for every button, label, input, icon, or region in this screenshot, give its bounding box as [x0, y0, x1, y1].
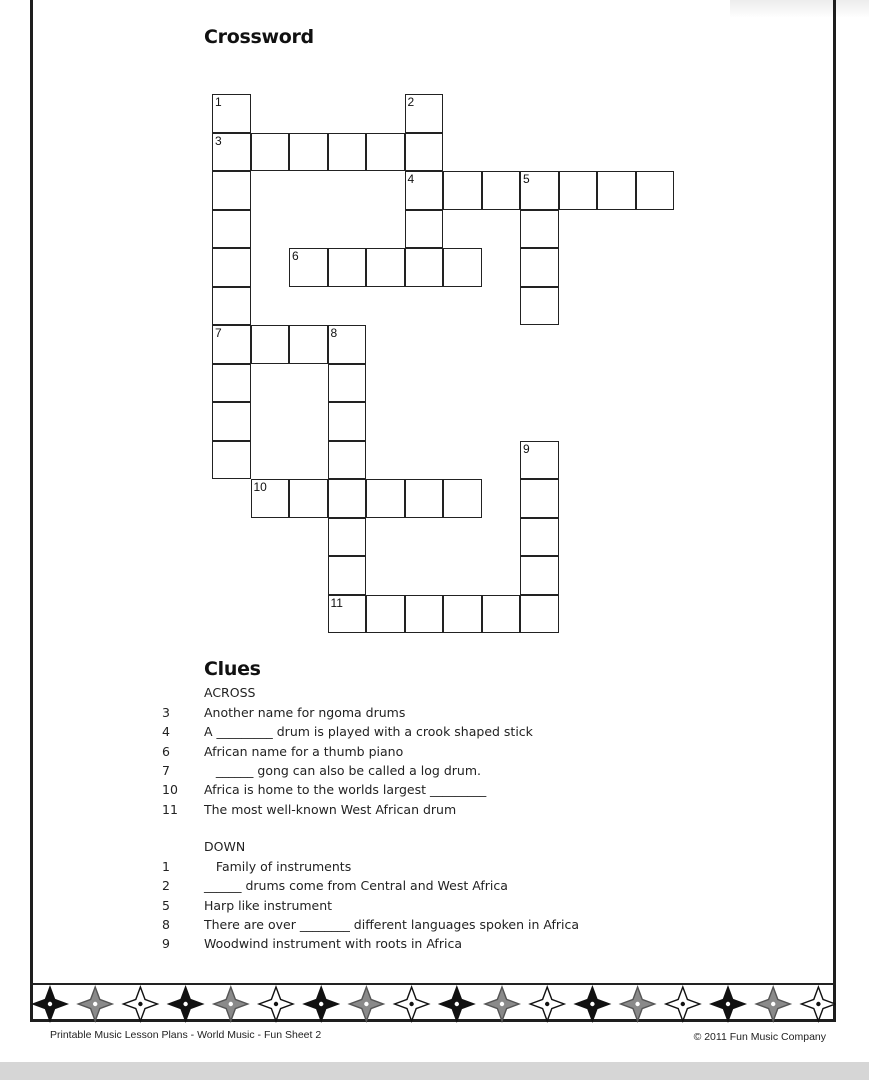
footer-left-text: Printable Music Lesson Plans - World Music - Fun Sheet 2	[50, 1029, 322, 1041]
crossword-cell[interactable]	[443, 479, 482, 518]
clue-text: The most well-known West African drum	[204, 801, 457, 817]
crossword-cell[interactable]	[405, 210, 444, 249]
crossword-cell[interactable]	[405, 248, 444, 287]
diamond-star-gray-icon	[214, 987, 248, 1021]
clue-number: 8	[330, 326, 338, 340]
diamond-star-outline-icon	[530, 987, 564, 1021]
diamond-star-black-icon	[33, 987, 67, 1021]
clue-number: 4	[162, 724, 170, 740]
crossword-cell[interactable]	[212, 210, 251, 249]
diamond-star-gray-icon	[349, 987, 383, 1021]
decorative-border	[30, 983, 836, 1025]
crossword-cell[interactable]	[366, 479, 405, 518]
crossword-cell[interactable]	[405, 595, 444, 634]
clue-number: 1	[215, 95, 222, 109]
clue-text: ______ drums come from Central and West Africa	[204, 878, 508, 894]
crossword-cell[interactable]	[212, 441, 251, 480]
page-title: Crossword	[204, 26, 314, 48]
crossword-cell[interactable]	[405, 171, 444, 210]
bottom-bar	[0, 1062, 869, 1080]
clue-number: 3	[215, 133, 222, 148]
clue-number: 3	[162, 705, 170, 720]
crossword-cell[interactable]	[328, 441, 367, 480]
diamond-star-black-icon	[169, 987, 203, 1021]
crossword-cell[interactable]	[328, 556, 367, 595]
crossword-cell[interactable]	[251, 133, 290, 172]
clue-number: 7	[215, 326, 222, 340]
diamond-star-outline-icon	[801, 987, 835, 1021]
clue-number: 2	[162, 878, 170, 894]
crossword-cell[interactable]	[328, 248, 367, 287]
crossword-cell[interactable]	[520, 518, 559, 557]
crossword-cell[interactable]	[482, 595, 521, 634]
crossword-cell[interactable]	[366, 133, 405, 172]
clue-text: A _________ drum is played with a crook shaped stick	[204, 724, 533, 740]
crossword-cell[interactable]	[328, 518, 367, 557]
crossword-cell[interactable]	[212, 364, 251, 403]
crossword-cell[interactable]	[212, 402, 251, 441]
diamond-star-black-icon	[575, 987, 609, 1021]
crossword-cell[interactable]	[328, 364, 367, 403]
clue-number: 7	[162, 762, 170, 778]
crossword-cell[interactable]	[520, 479, 559, 518]
down-heading: DOWN	[204, 839, 246, 854]
clue-number: 5	[523, 172, 530, 186]
clue-number: 8	[162, 916, 170, 932]
crossword-cell[interactable]	[328, 402, 367, 441]
clue-number: 6	[162, 743, 170, 759]
crossword-cell[interactable]	[289, 248, 328, 287]
crossword-cell[interactable]	[212, 287, 251, 326]
diamond-star-outline-icon	[259, 987, 293, 1021]
clues-heading: Clues	[204, 658, 261, 680]
diamond-star-gray-icon	[78, 987, 112, 1021]
clue-number: 11	[162, 801, 178, 817]
crossword-cell[interactable]	[405, 133, 444, 172]
crossword-cell[interactable]	[212, 248, 251, 287]
clue-text: African name for a thumb piano	[204, 743, 404, 759]
clue-text: There are over ________ different languages spoken in Africa	[204, 916, 580, 932]
crossword-cell[interactable]	[212, 325, 251, 364]
diamond-star-black-icon	[711, 987, 745, 1021]
crossword-cell[interactable]	[212, 94, 251, 133]
crossword-cell[interactable]	[520, 441, 559, 480]
crossword-cell[interactable]	[212, 133, 251, 172]
crossword-cell[interactable]	[636, 171, 675, 210]
clue-text: Africa is home to the worlds largest _________	[204, 782, 487, 798]
crossword-cell[interactable]	[520, 210, 559, 249]
diamond-star-outline-icon	[395, 987, 429, 1021]
diamond-star-black-icon	[440, 987, 474, 1021]
clue-text: ______ gong can also be called a log drum.	[204, 762, 481, 778]
clue-text: Family of instruments	[204, 859, 352, 874]
crossword-cell[interactable]	[520, 248, 559, 287]
diamond-star-outline-icon	[123, 987, 157, 1021]
clue-number: 9	[162, 936, 170, 952]
crossword-cell[interactable]	[328, 479, 367, 518]
clue-number: 4	[407, 172, 415, 186]
crossword-cell[interactable]	[482, 171, 521, 210]
clue-number: 5	[162, 897, 170, 913]
clue-number: 1	[162, 859, 170, 874]
diamond-star-black-icon	[304, 987, 338, 1021]
clue-number: 9	[523, 441, 530, 456]
diamond-star-gray-icon	[756, 987, 790, 1021]
clue-text: Harp like instrument	[204, 897, 333, 913]
diamond-star-gray-icon	[485, 987, 519, 1021]
crossword-cell[interactable]	[597, 171, 636, 210]
crossword-cell[interactable]	[366, 595, 405, 634]
crossword-cell[interactable]	[520, 171, 559, 210]
crossword-cell[interactable]	[443, 248, 482, 287]
clue-text: Woodwind instrument with roots in Africa	[204, 936, 462, 952]
diamond-star-outline-icon	[666, 987, 700, 1021]
crossword-cell[interactable]	[251, 479, 290, 518]
crossword-cell[interactable]	[289, 133, 328, 172]
crossword-cell[interactable]	[405, 94, 444, 133]
crossword-cell[interactable]	[443, 171, 482, 210]
crossword-cell[interactable]	[328, 133, 367, 172]
clue-number: 10	[162, 782, 178, 798]
clue-number: 2	[407, 95, 415, 109]
footer-right-text: © 2011 Fun Music Company	[693, 1031, 826, 1043]
crossword-cell[interactable]	[405, 479, 444, 518]
crossword-cell[interactable]	[443, 595, 482, 634]
crossword-cell[interactable]	[520, 287, 559, 326]
clue-number: 10	[253, 480, 267, 494]
crossword-cell[interactable]	[328, 595, 367, 634]
crossword-cell[interactable]	[520, 556, 559, 595]
crossword-cell[interactable]	[366, 248, 405, 287]
crossword-cell[interactable]	[559, 171, 598, 210]
crossword-cell[interactable]	[520, 595, 559, 634]
diamond-star-gray-icon	[621, 987, 655, 1021]
across-heading: ACROSS	[204, 685, 256, 700]
crossword-cell[interactable]	[251, 325, 290, 364]
border-pattern	[30, 985, 836, 1025]
crossword-cell[interactable]	[289, 479, 328, 518]
crossword-cell[interactable]	[289, 325, 328, 364]
clue-number: 6	[292, 249, 299, 263]
clue-number: 11	[330, 595, 343, 610]
clue-text: Another name for ngoma drums	[204, 705, 406, 720]
crossword-cell[interactable]	[212, 171, 251, 210]
crossword-cell[interactable]	[328, 325, 367, 364]
